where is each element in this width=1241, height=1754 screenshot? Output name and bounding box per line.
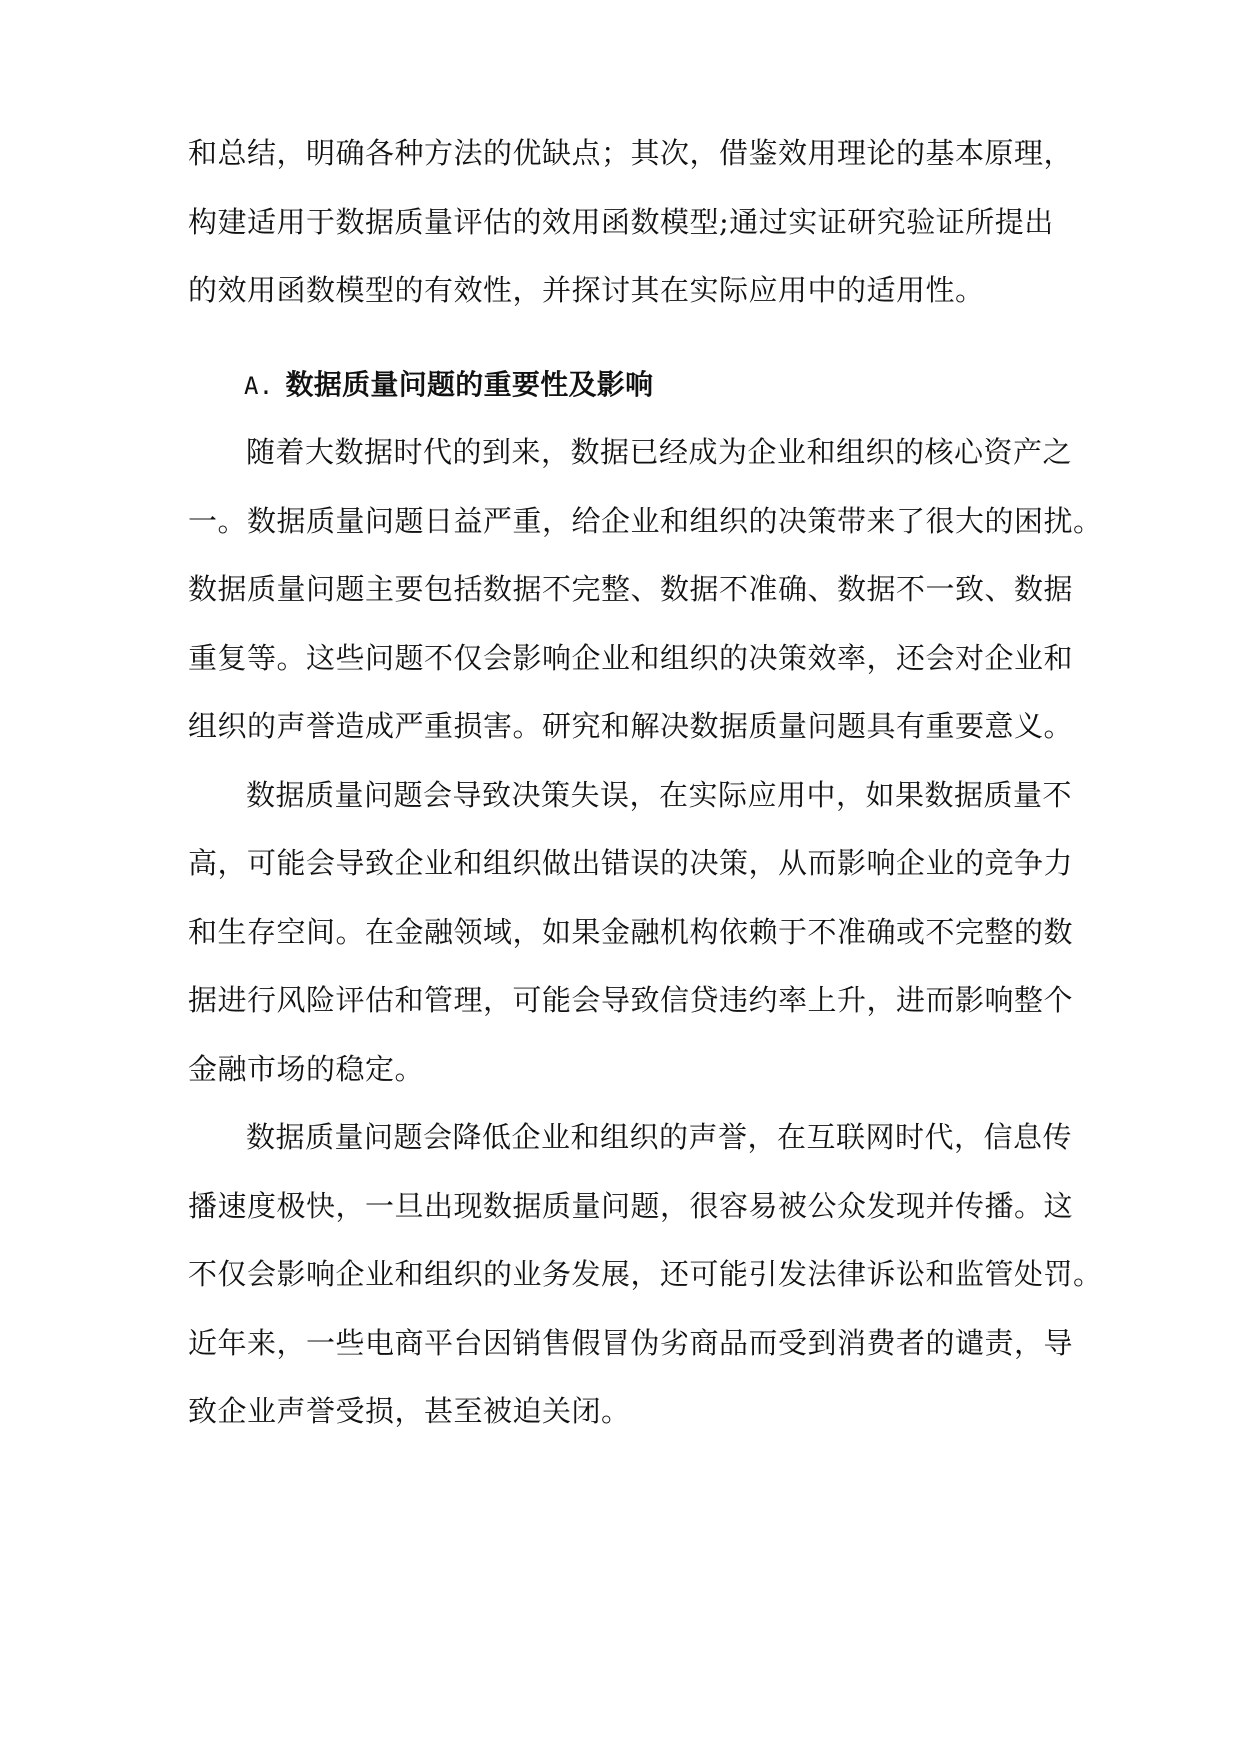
paragraph-line: 数据质量问题会导致决策失误，在实际应用中，如果数据质量不 <box>246 778 1073 812</box>
paragraph-line: 和生存空间。在金融领域，如果金融机构依赖于不准确或不完整的数 <box>188 915 1074 949</box>
paragraph-line: 的效用函数模型的有效性，并探讨其在实际应用中的适用性。 <box>188 273 985 307</box>
paragraph-line: 组织的声誉造成严重损害。研究和解决数据质量问题具有重要意义。 <box>188 709 1074 743</box>
paragraph-line: 据进行风险评估和管理，可能会导致信贷违约率上升，进而影响整个 <box>188 983 1074 1017</box>
paragraph-line: 不仅会影响企业和组织的业务发展，还可能引发法律诉讼和监管处罚。 <box>188 1257 1103 1291</box>
paragraph-line: 数据质量问题会降低企业和组织的声誉，在互联网时代，信息传 <box>246 1120 1073 1154</box>
paragraph-line: 构建适用于数据质量评估的效用函数模型;通过实证研究验证所提出 <box>188 205 1054 239</box>
paragraph-line: 和总结，明确各种方法的优缺点；其次，借鉴效用理论的基本原理， <box>188 136 1074 170</box>
paragraph-line: 数据质量问题主要包括数据不完整、数据不准确、数据不一致、数据 <box>188 572 1074 606</box>
section-title: 数据质量问题的重要性及影响 <box>285 368 654 401</box>
section-heading <box>244 365 1050 405</box>
paragraph-line: 高，可能会导致企业和组织做出错误的决策，从而影响企业的竞争力 <box>188 846 1074 880</box>
paragraph-line: 重复等。这些问题不仅会影响企业和组织的决策效率，还会对企业和 <box>188 641 1074 675</box>
paragraph-line: 随着大数据时代的到来，数据已经成为企业和组织的核心资产之 <box>246 435 1073 469</box>
paragraph-line: 播速度极快，一旦出现数据质量问题，很容易被公众发现并传播。这 <box>188 1189 1074 1223</box>
paragraph-line: 一。数据质量问题日益严重，给企业和组织的决策带来了很大的困扰。 <box>188 504 1103 538</box>
section-marker: A. <box>244 372 274 400</box>
paragraph-line: 近年来，一些电商平台因销售假冒伪劣商品而受到消费者的谴责，导 <box>188 1326 1074 1360</box>
paragraph-line: 致企业声誉受损，甚至被迫关闭。 <box>188 1394 631 1428</box>
paragraph-line: 金融市场的稳定。 <box>188 1052 425 1086</box>
